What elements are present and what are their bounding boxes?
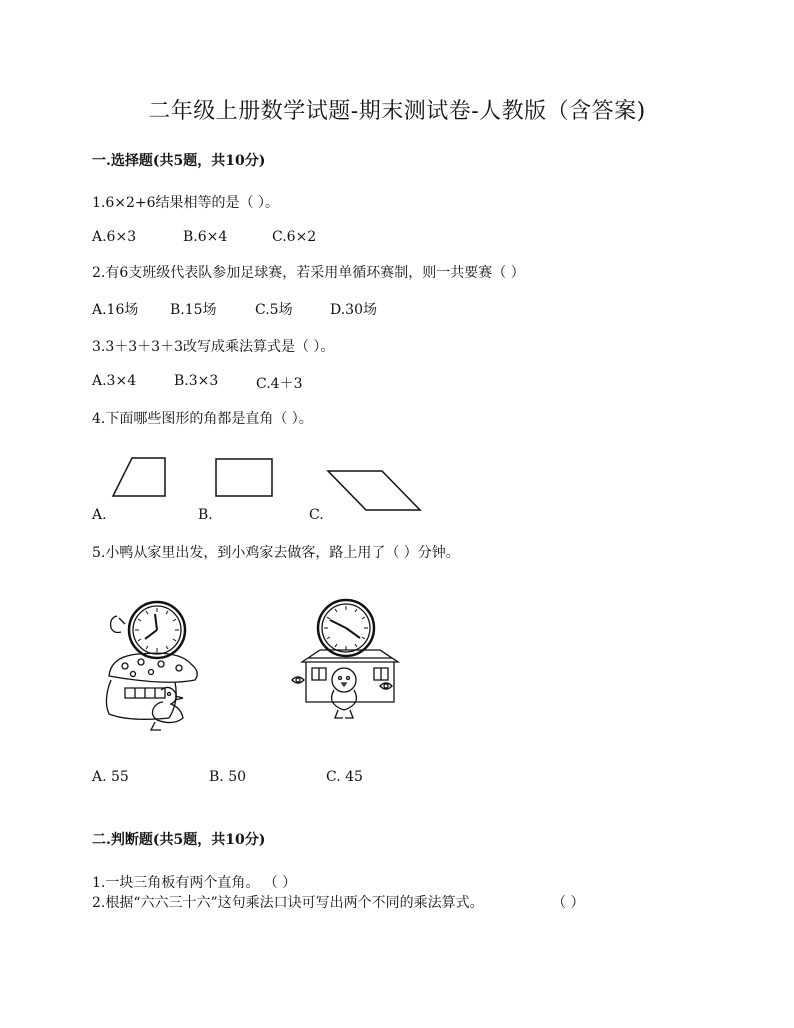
question-1-2: 2.有6支班级代表队参加足球赛，若采用单循环赛制，则一共要赛（ ） [92,265,525,281]
question-1-4: 4.下面哪些图形的角都是直角（ ）。 [92,411,313,427]
shape-label-a: A. [92,507,107,523]
option-1-3-b: B.3×3 [174,373,219,389]
judge-question-1: 1.一块三角板有两个直角。 （ ） [92,875,297,891]
option-1-1-a: A.6×3 [92,229,137,245]
question-1-3: 3.3＋3＋3＋3改写成乘法算式是（ ）。 [92,339,335,355]
shape-label-c: C. [309,507,324,523]
question-1-1: 1.6×2+6结果相等的是（ ）。 [92,195,279,211]
option-1-1-b: B.6×4 [183,229,228,245]
minute-hand-2 [346,628,360,638]
judge-question-2-bracket: （ ） [552,895,585,911]
option-1-2-a: A.16场 [92,302,139,318]
option-1-1-c: C.6×2 [272,229,317,245]
option-1-5-a: A. 55 [92,769,129,785]
option-1-5-b: B. 50 [209,769,247,785]
hour-hand-1 [155,614,157,630]
option-1-3-a: A.3×4 [92,373,137,389]
parallelogram-shape [328,471,420,510]
option-1-2-b: B.15场 [170,302,217,318]
option-1-5-c: C. 45 [326,769,363,785]
section-1-heading: 一.选择题(共5题，共10分) [92,153,266,169]
trapezoid-shape [113,458,165,496]
page-title: 二年级上册数学试题-期末测试卷-人教版（含答案) [148,99,646,124]
hour-hand-2 [330,620,346,628]
mushroom-house-clock-illustration [95,598,215,733]
shape-label-b: B. [198,507,213,523]
rectangle-shape [216,459,272,496]
option-1-2-d: D.30场 [330,302,377,318]
option-1-3-c: C.4＋3 [256,376,303,392]
section-2-heading: 二.判断题(共5题，共10分) [92,832,266,848]
chick-house-clock-illustration [288,598,408,728]
judge-question-2: 2.根据“六六三十六”这句乘法口诀可写出两个不同的乘法算式。 [92,895,484,911]
option-1-2-c: C.5场 [255,302,293,318]
minute-hand-1 [145,630,157,639]
question-1-5: 5.小鸭从家里出发，到小鸡家去做客，路上用了（ ）分钟。 [92,545,460,561]
